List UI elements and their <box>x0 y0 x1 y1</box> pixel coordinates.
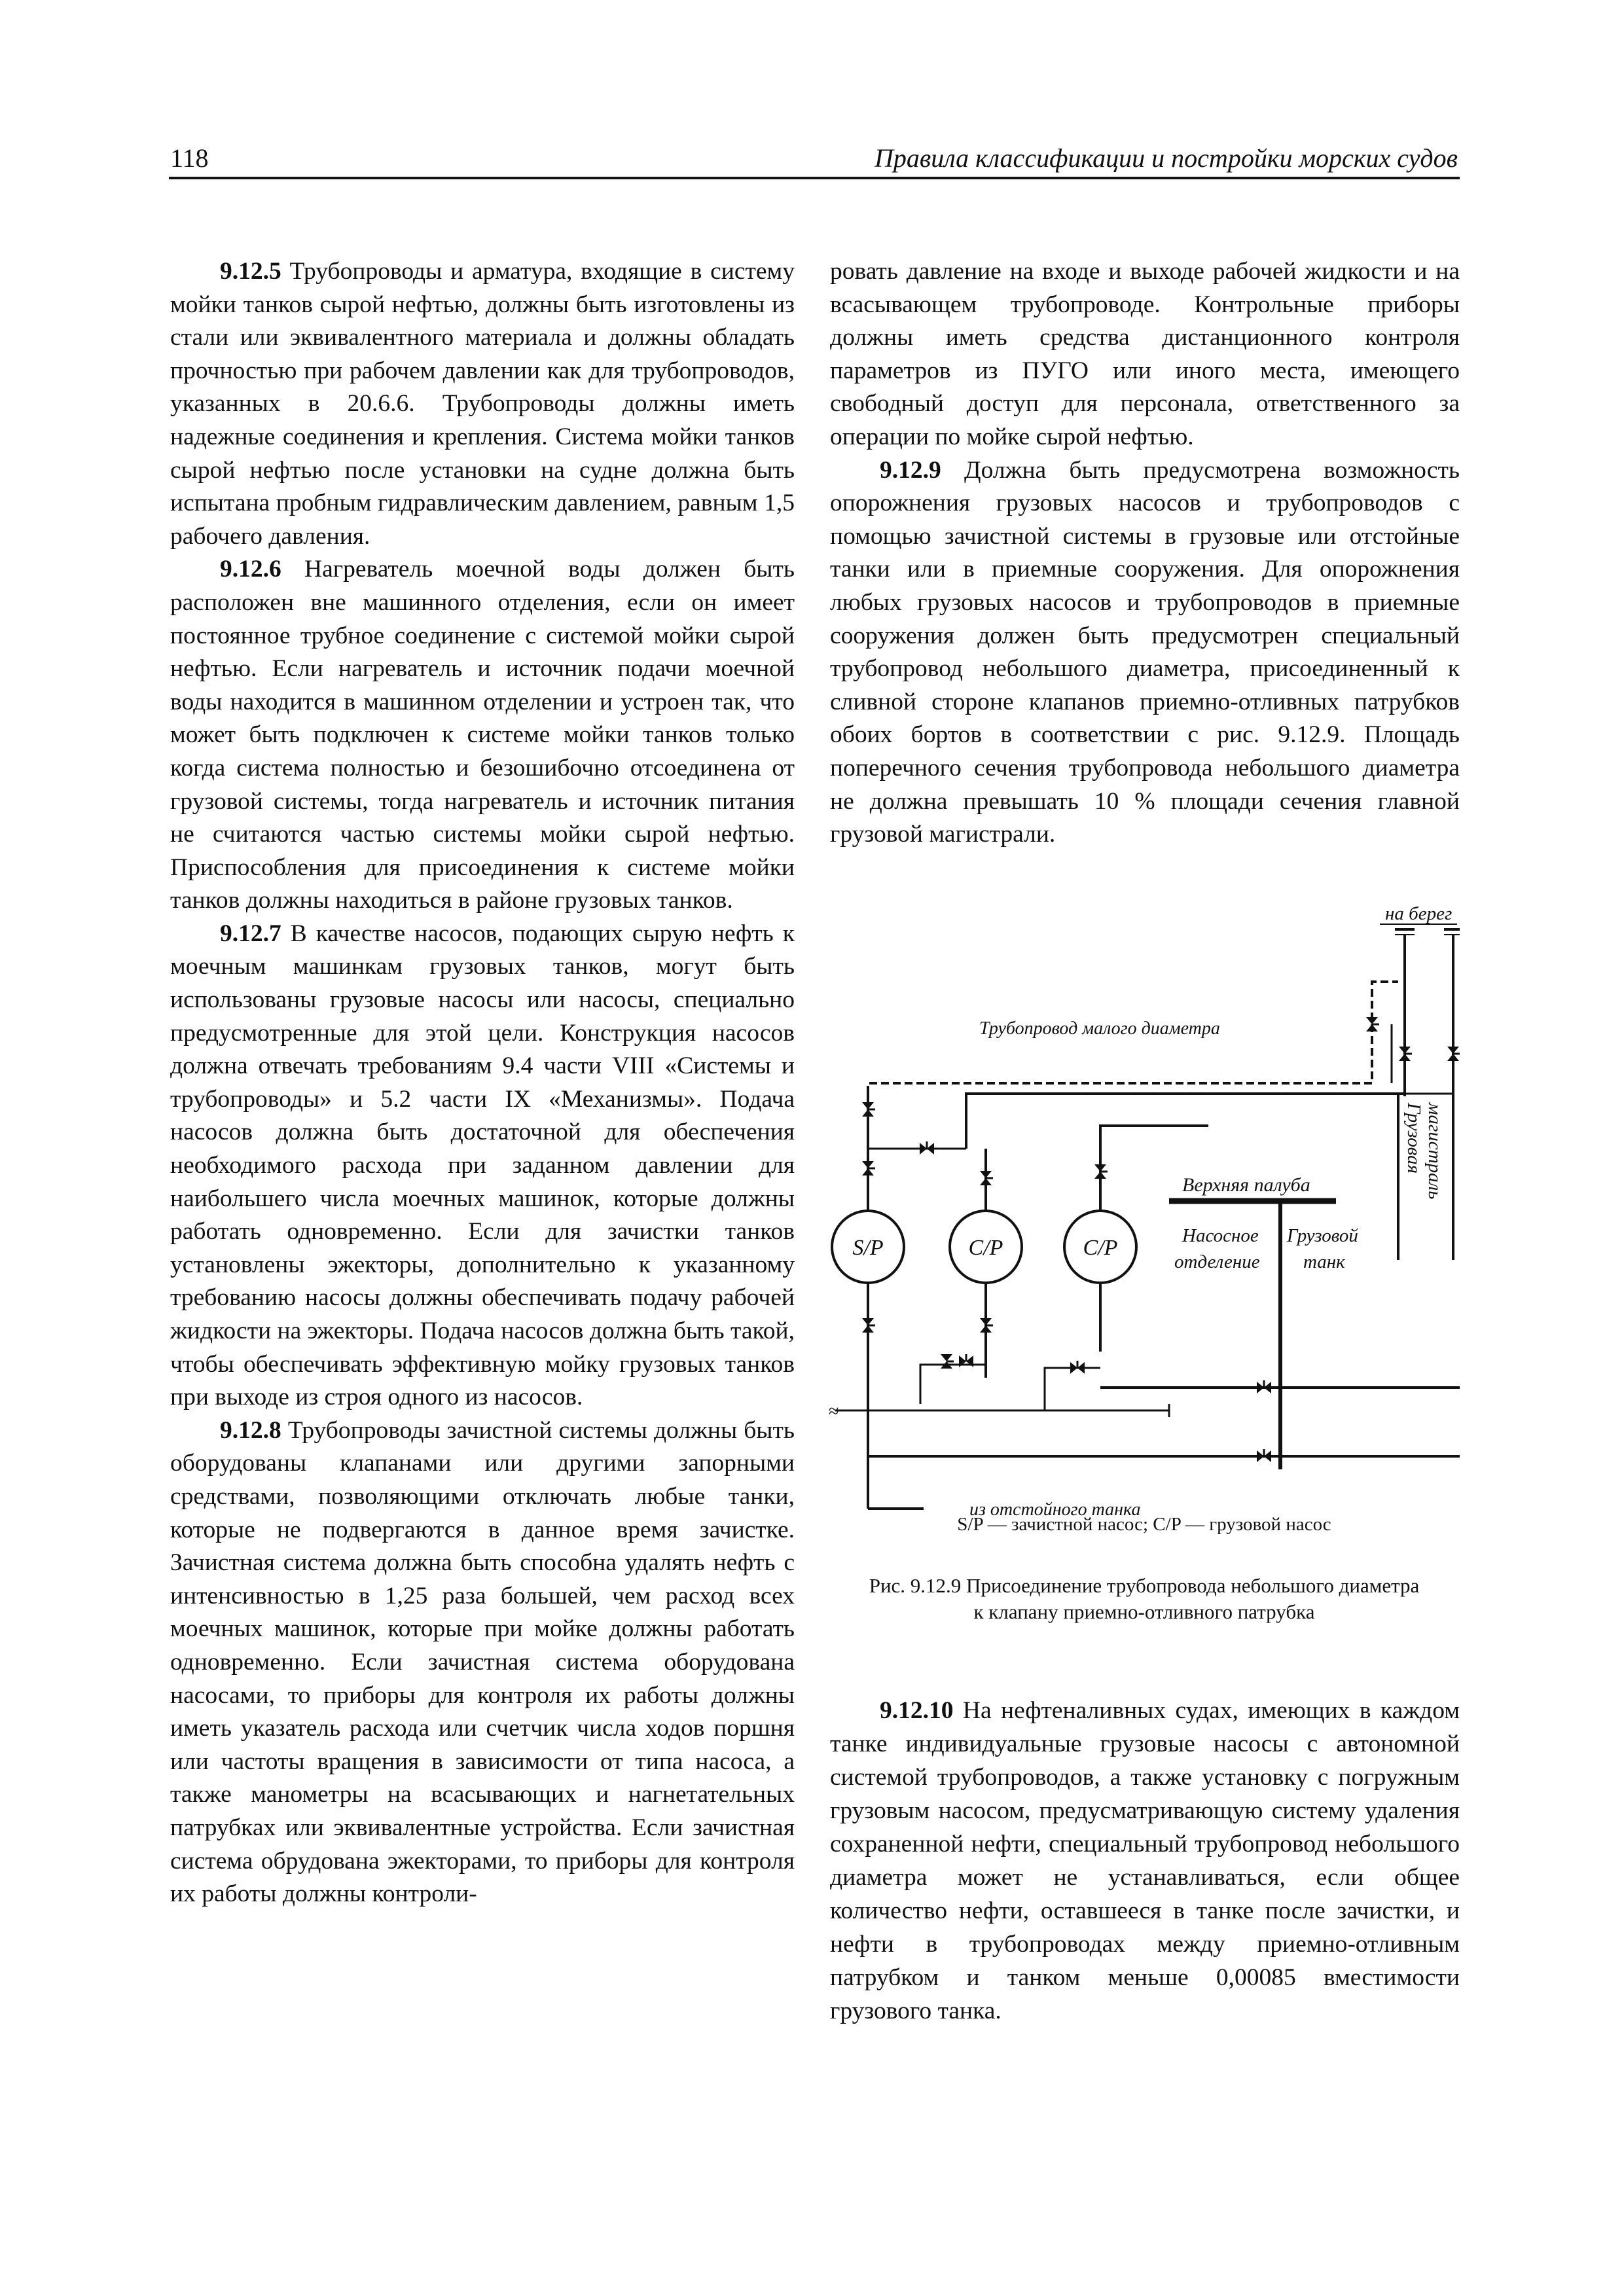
pump-sp: S/P <box>852 1236 884 1260</box>
paragraph-9-12-6 <box>170 553 795 918</box>
paragraph-9-12-10 <box>830 1694 1460 2028</box>
clause-number: 9.12.7 <box>220 920 281 947</box>
clause-text: Трубопроводы зачистной системы должны быть оборудованы клапанами или другими запорными средствами, позволяющими отключать любые танки, которые не подвергаются в данное время зачистке. Зачистная система должна быть способна удалять нефть с интенсивностью в 1,25 раза большей, чем расход всех моечных машинок, которые при мойке должны работать одновременно. Если зачистная система оборудована насосами, то приборы для контроля их работы должны иметь указатель расхода или счетчик числа ходов поршня или частоты вращения в зависимости от типа насоса, а также манометры на всасывающих и нагнетательных патрубках или эквивалентные устройства. Если зачистная система обрудована эжекторами, то приборы для контроля их работы должны контроли- <box>170 1416 795 1908</box>
paragraph-9-12-7 <box>170 918 795 1414</box>
clause-number: 9.12.6 <box>220 556 281 583</box>
clause-text: На нефтеналивных судах, имеющих в каждом танке индивидуальные грузовые насосы с автономной системой трубопроводов, а также установку с погружным грузовым насосом, предусматривающую систему удаления сохраненной нефти, специальный трубопровод небольшого диаметра может не устанавливаться, если общее количество нефти, оставшееся в танке после зачистки, и нефти в трубопроводах между приемно-отливным патрубком и танком меньше 0,00085 вместимости грузового танка. <box>830 1697 1460 2024</box>
figure-caption <box>829 1573 1460 1625</box>
label-shore: на берег <box>1385 903 1453 924</box>
paragraph-9-12-8 <box>170 1414 795 1911</box>
clause-number: 9.12.9 <box>880 456 941 484</box>
left-column <box>170 255 795 1911</box>
label-from-settling-tank: из отстойного танка <box>969 1499 1141 1520</box>
clause-text: Нагреватель моечной воды должен быть расположен вне машинного отделения, если он имеет постоянное трубное соединение с системой мойки сырой нефтью. Если нагреватель и источник подачи моечной воды находится в машинном отделении и устроен так, что может быть подключен к системе мойки танков только когда система полностью и безошибочно отсоединена от грузовой системы, тогда нагреватель и источник питания не считаются частью системы мойки сырой нефтью. Приспособления для присоединения к системе мойки танков должны находиться в районе грузовых танков. <box>170 556 795 914</box>
right-column-bottom <box>830 1694 1460 2028</box>
label-cargo-tank-2: танк <box>1303 1251 1345 1272</box>
clause-number: 9.12.5 <box>220 258 281 285</box>
clause-text: Должна быть предусмотрена возможность опорожнения грузовых насосов и трубопроводов с помощью зачистной системы в грузовые или отстойные танки или в приемные сооружения. Для опорожнения любых грузовых насосов и трубопроводов в приемные сооружения должен быть предусмотрен специальный трубопровод небольшого диаметра, присоединенный к сливной стороне клапанов приемно-отливных патрубков обоих бортов в соответствии с рис. 9.12.9. Площадь поперечного сечения трубопровода небольшого диаметра не должна превышать 10 % площади сечения главной грузовой магистрали. <box>830 456 1460 848</box>
label-pump-room-2: отделение <box>1174 1251 1260 1272</box>
pump-cp-1: C/P <box>968 1236 1003 1260</box>
label-upper-deck: Верхняя палуба <box>1182 1174 1310 1196</box>
figure-caption-line-2: к клапану приемно-отливного патрубка <box>973 1600 1315 1623</box>
label-pump-room-1: Насосное <box>1182 1225 1259 1246</box>
paragraph-9-12-9 <box>830 454 1460 852</box>
figure-9-12-9 <box>829 893 1460 1535</box>
label-main-line-1: Грузовая <box>1403 1103 1424 1174</box>
right-column-top <box>830 255 1460 852</box>
pump-cp-2: C/P <box>1083 1236 1118 1260</box>
svg-text:≈: ≈ <box>829 1401 839 1422</box>
label-small-pipe: Трубопровод малого диаметра <box>979 1018 1220 1039</box>
paragraph-9-12-8-continued: ровать давление на входе и выходе рабочей жидкости и на всасывающем трубопроводе. Контрольные приборы должны иметь средства дистанционного контроля параметров из ПУГО или иного места, имеющего свободный доступ для персонала, ответственного за операции по мойке сырой нефтью. <box>830 258 1460 450</box>
header-rule <box>169 177 1460 179</box>
page-number: 118 <box>170 143 209 173</box>
running-title: Правила классификации и постройки морских судов <box>874 143 1458 173</box>
paragraph-9-12-5 <box>170 255 795 553</box>
figure-legend: S/P — зачистной насос; C/P — грузовой насос <box>957 1514 1331 1535</box>
clause-text: В качестве насосов, подающих сырую нефть к моечным машинкам грузовых танков, могут быть использованы грузовые насосы или насосы, специально предусмотренные для этой цели. Конструкция насосов должна отвечать требованиям 9.4 части VIII «Системы и трубопроводы» и 5.2 части IX «Механизмы». Подача насосов должна быть достаточной для обеспечения необходимого расхода при заданном давлении для наибольшего числа моечных машинок, которые должны работать одновременно. Если для зачистки танков установлены эжекторы, дополнительно к указанному требованию насосы должны обеспечивать подачу рабочей жидкости на эжекторы. Подача насосов должна быть такой, чтобы обеспечивать эффективную мойку грузовых танков при выходе из строя одного из насосов. <box>170 920 795 1411</box>
label-main-line-2: магистраль <box>1424 1103 1445 1200</box>
figure-caption-line-1: Рис. 9.12.9 Присоединение трубопровода небольшого диаметра <box>869 1574 1420 1597</box>
piping-diagram <box>829 893 1460 1535</box>
clause-number: 9.12.10 <box>880 1697 954 1724</box>
clause-text: Трубопроводы и арматура, входящие в систему мойки танков сырой нефтью, должны быть изготовлены из стали или эквивалентного материала и должны обладать прочностью при рабочем давлении как для трубопроводов, указанных в 20.6.6. Трубопроводы должны иметь надежные соединения и крепления. Система мойки танков сырой нефтью после установки на судне должна быть испытана пробным гидравлическим давлением, равным 1,5 рабочего давления. <box>170 258 795 550</box>
label-cargo-tank-1: Грузовой <box>1287 1225 1358 1246</box>
clause-number: 9.12.8 <box>220 1416 281 1444</box>
